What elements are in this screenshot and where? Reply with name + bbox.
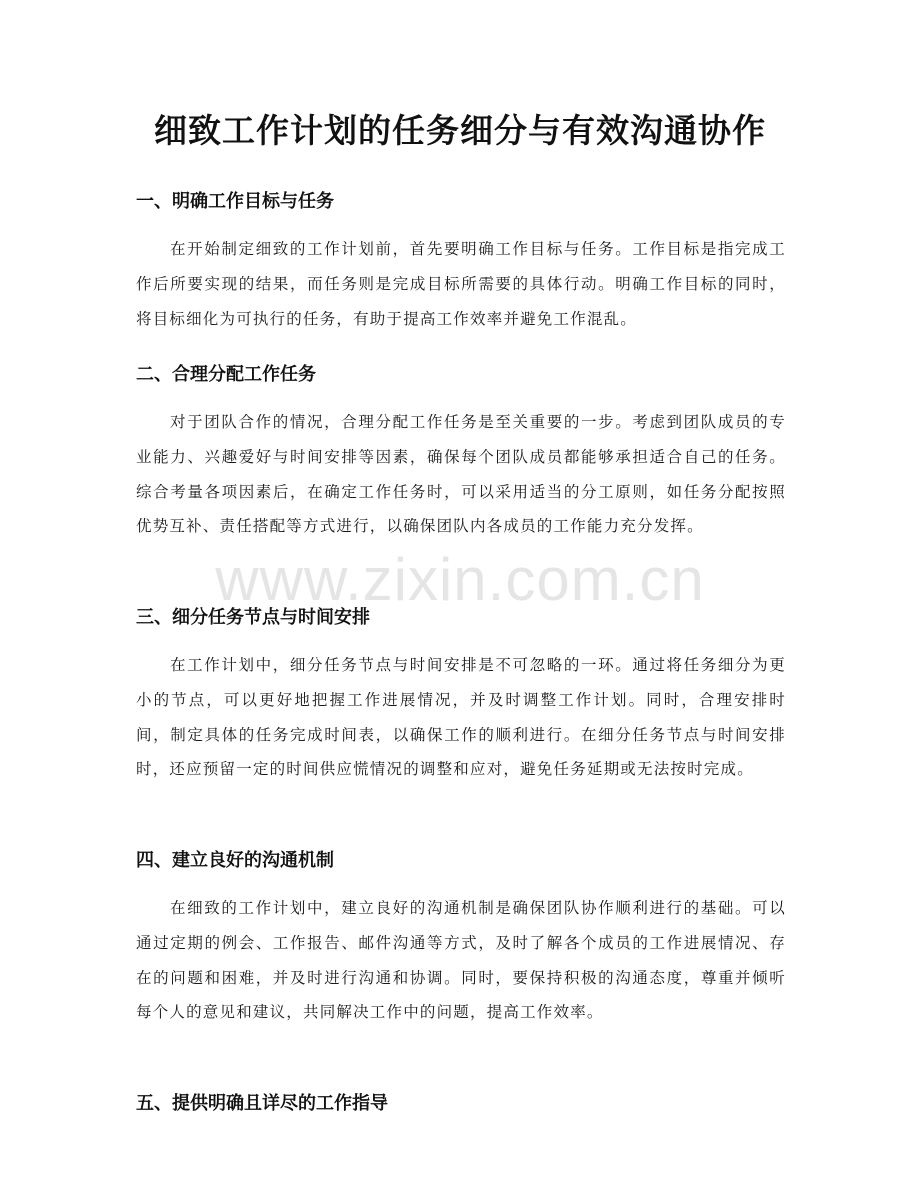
section-heading-2: 二、合理分配工作任务 bbox=[136, 364, 316, 385]
section-heading-5: 五、提供明确且详尽的工作指导 bbox=[136, 1093, 388, 1114]
section-heading-4: 四、建立良好的沟通机制 bbox=[136, 850, 334, 871]
watermark: www.zixin.com.cn bbox=[215, 546, 705, 613]
section-paragraph-1: 在开始制定细致的工作计划前，首先要明确工作目标与任务。工作目标是指完成工作后所要实现的结果，而任务则是完成目标所需要的具体行动。明确工作目标的同时，将目标细化为可执行的任务，有助于提高工作效率并避免工作混乱。 bbox=[136, 240, 786, 328]
section-heading-3: 三、细分任务节点与时间安排 bbox=[136, 607, 370, 628]
section-paragraph-3: 在工作计划中，细分任务节点与时间安排是不可忽略的一环。通过将任务细分为更小的节点，可以更好地把握工作进展情况，并及时调整工作计划。同时，合理安排时间，制定具体的任务完成时间表，以确保工作的顺利进行。在细分任务节点与时间安排时，还应预留一定的时间供应慌情况的调整和应对，避免任务延期或无法按时完成。 bbox=[136, 656, 786, 779]
document-title: 细致工作计划的任务细分与有效沟通协作 bbox=[154, 111, 766, 150]
section-paragraph-2: 对于团队合作的情况，合理分配工作任务是至关重要的一步。考虑到团队成员的专业能力、兴趣爱好与时间安排等因素，确保每个团队成员都能够承担适合自己的任务。综合考量各项因素后，在确定工作任务时，可以采用适当的分工原则，如任务分配按照优势互补、责任搭配等方式进行，以确保团队内各成员的工作能力充分发挥。 bbox=[136, 413, 786, 536]
section-paragraph-4: 在细致的工作计划中，建立良好的沟通机制是确保团队协作顺利进行的基础。可以通过定期的例会、工作报告、邮件沟通等方式，及时了解各个成员的工作进展情况、存在的问题和困难，并及时进行沟通和协调。同时，要保持积极的沟通态度，尊重并倾听每个人的意见和建议，共同解决工作中的问题，提高工作效率。 bbox=[136, 899, 786, 1022]
section-heading-1: 一、明确工作目标与任务 bbox=[136, 191, 334, 212]
